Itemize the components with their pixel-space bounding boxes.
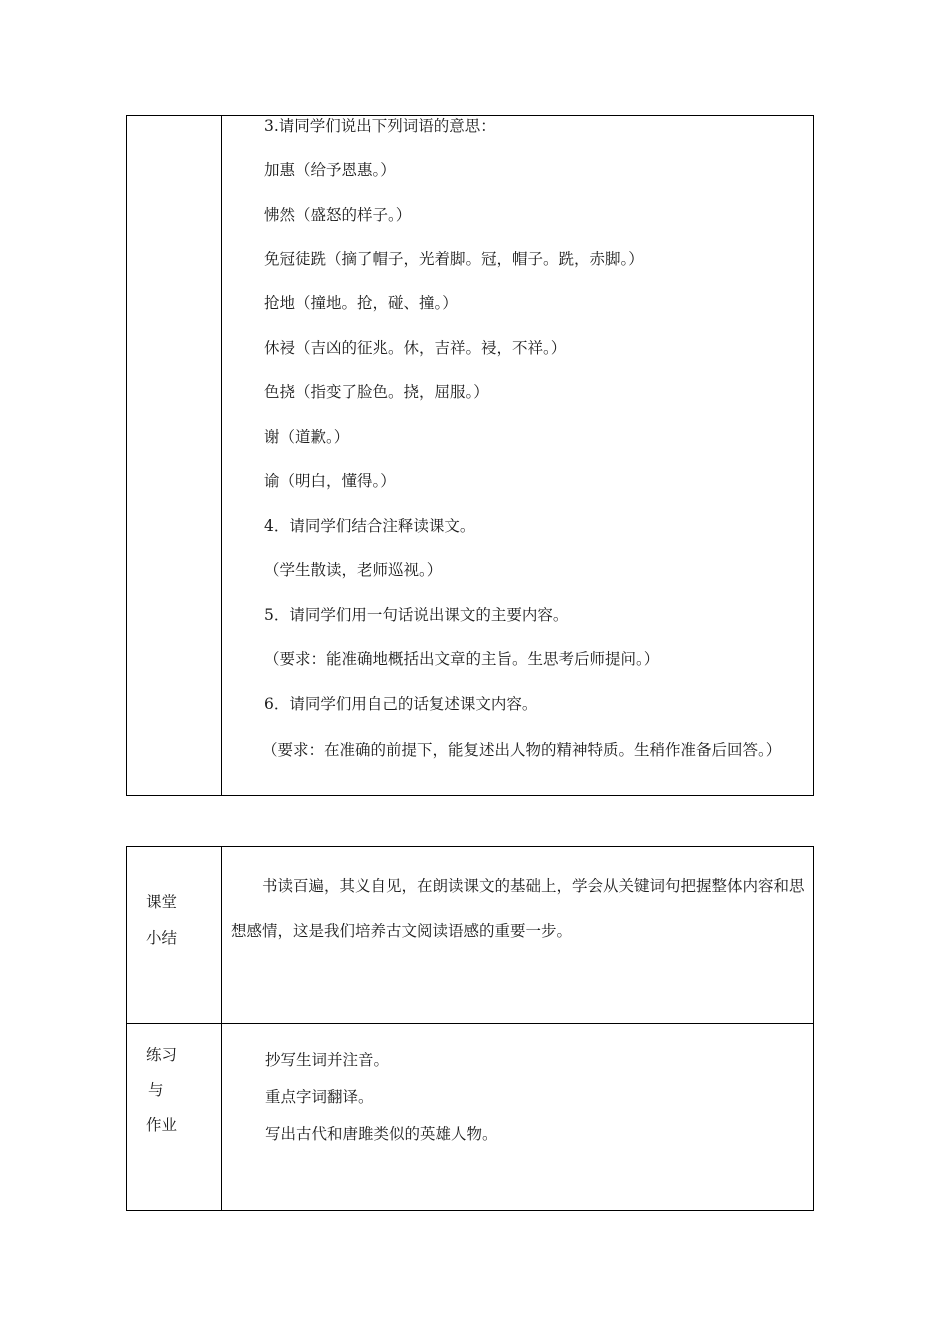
summary-label-line2: 小结 (146, 929, 178, 947)
vocab-furan: 怫然（盛怒的样子。） (264, 206, 412, 224)
step-6-heading: 6．请同学们用自己的话复述课文内容。 (264, 695, 538, 713)
vocab-qiangdi: 抢地（撞地。抢，碰、撞。） (264, 294, 458, 312)
summary-homework-table (126, 846, 814, 1211)
step-4-heading: 4．请同学们结合注释读课文。 (264, 517, 476, 535)
row-divider (127, 1023, 813, 1024)
summary-label-line1: 课堂 (146, 893, 178, 911)
step-4-note: （学生散读，老师巡视。） (264, 561, 443, 579)
homework-label-line2: 与 (148, 1081, 164, 1099)
summary-content: 书读百遍，其义自见，在朗读课文的基础上，学会从关键词句把握整体内容和思想感情，这是我们培养古文阅读语感的重要一步。 (231, 877, 805, 940)
homework-label-line1: 练习 (146, 1046, 178, 1064)
step-5-heading: 5．请同学们用一句话说出课文的主要内容。 (264, 606, 569, 624)
homework-item: 抄写生词并注音。 (265, 1051, 390, 1069)
vocab-xie: 谢（道歉。） (264, 428, 350, 446)
vocab-mianguantuxian: 免冠徒跣（摘了帽子，光着脚。冠，帽子。跣，赤脚。） (264, 250, 644, 268)
column-divider (221, 116, 222, 795)
vocab-senao: 色挠（指变了脸色。挠，屈服。） (264, 383, 489, 401)
vocab-yu: 谕（明白，懂得。） (264, 472, 396, 490)
homework-label-line3: 作业 (146, 1116, 178, 1134)
homework-item: 写出古代和唐雎类似的英雄人物。 (265, 1125, 498, 1143)
step-3-heading: 3.请同学们说出下列词语的意思： (264, 117, 496, 135)
vocab-xiujin: 休祲（吉凶的征兆。休，吉祥。祲，不祥。） (264, 339, 567, 357)
homework-item: 重点字词翻译。 (265, 1088, 374, 1106)
column-divider (221, 847, 222, 1210)
step-6-note: （要求：在准确的前提下，能复述出人物的精神特质。生稍作准备后回答。） (262, 741, 782, 759)
vocab-jiahui: 加惠（给予恩惠。） (264, 161, 396, 179)
step-5-note: （要求：能准确地概括出文章的主旨。生思考后师提问。） (264, 650, 660, 668)
lesson-steps-table (126, 115, 814, 796)
